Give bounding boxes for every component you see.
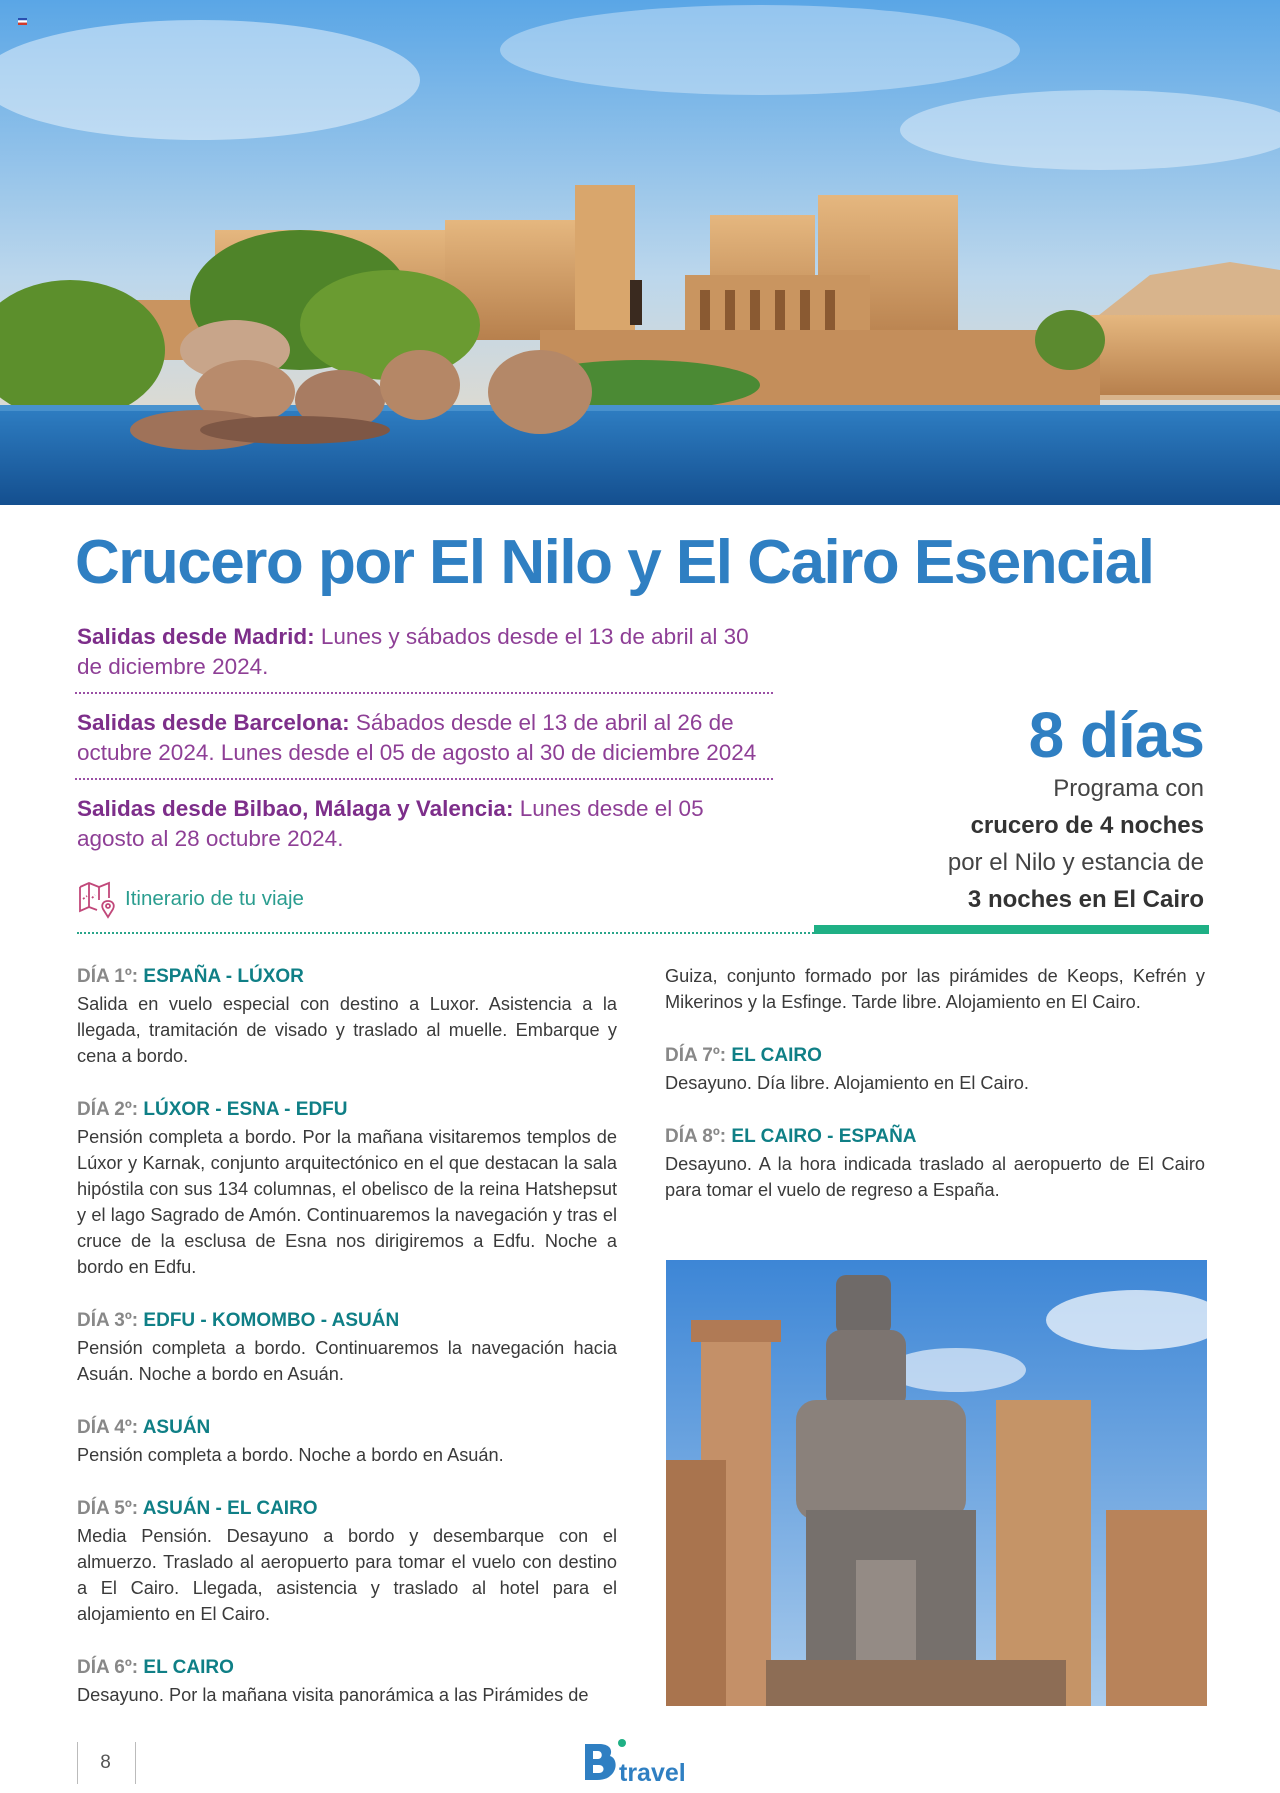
day-item [665, 1123, 1205, 1203]
day-number: DÍA 5º: [77, 1498, 143, 1519]
day-item [77, 1096, 617, 1280]
day-heading [77, 1495, 617, 1523]
departure-label: Salidas desde Bilbao, Málaga y Valencia: [77, 796, 514, 821]
departure-text: Sábados desde el 13 de abril al 26 de octubre 2024. Lunes desde el 05 de agosto al 30 de diciembre 2024 [77, 710, 757, 765]
day-heading [77, 1096, 617, 1124]
trip-summary [874, 700, 1204, 918]
statue-image [666, 1260, 1207, 1706]
day-heading [665, 1042, 1205, 1070]
day-number: DÍA 2º: [77, 1099, 144, 1120]
departure-others [77, 794, 777, 864]
day-heading [77, 963, 617, 991]
divider [77, 932, 814, 934]
divider [75, 778, 773, 780]
summary-line: Programa con [1053, 775, 1204, 802]
day-description: Pensión completa a bordo. Por la mañana visitaremos templos de Lúxor y Karnak, conjunto arquitectónico en el que destacan la sala hipóstila con sus 134 columnas, el obelisco de la reina Hatshepsut y el lago Sagrado de Amón. Continuaremos la navegación y tras el cruce de la esclusa de Esna nos dirigiremos a Edfu. Noche a bordo en Edfu. [77, 1127, 617, 1277]
map-pin-icon [77, 878, 119, 920]
day-description: Desayuno. A la hora indicada traslado al aeropuerto de El Cairo para tomar el vuelo de regreso a España. [665, 1154, 1205, 1200]
departure-label: Salidas desde Barcelona: [77, 710, 350, 735]
itinerary-column-right [665, 963, 1205, 1230]
page-number: 8 [100, 1752, 111, 1773]
day-description: Salida en vuelo especial con destino a Luxor. Asistencia a la llegada, tramitación de visado y traslado al muelle. Embarque y cena a bordo. [77, 994, 617, 1066]
day-description-continued: Guiza, conjunto formado por las pirámides de Keops, Kefrén y Mikerinos y la Esfinge. Tarde libre. Alojamiento en El Cairo. [665, 966, 1205, 1012]
departure-barcelona [77, 708, 777, 778]
departure-label: Salidas desde Madrid: [77, 624, 315, 649]
day-route: ASUÁN [142, 1417, 211, 1438]
day-description: Pensión completa a bordo. Continuaremos la navegación hacia Asuán. Noche a bordo en Asuán. [77, 1338, 617, 1384]
day-number: DÍA 8º: [665, 1126, 732, 1147]
day-description: Media Pensión. Desayuno a bordo y desembarque con el almuerzo. Traslado al aeropuerto para tomar el vuelo con destino a El Cairo. Llegada, asistencia y traslado al hotel para el alojamiento en El Cairo. [77, 1526, 617, 1624]
accent-bar [814, 925, 1209, 934]
day-item [77, 1414, 617, 1468]
day-route: EL CAIRO [731, 1045, 822, 1066]
departure-madrid [77, 622, 777, 692]
day-route: EL CAIRO [143, 1657, 234, 1678]
departure-text: Lunes y sábados desde el 13 de abril al 30 de diciembre 2024. [77, 624, 749, 679]
departure-text: Lunes desde el 05 agosto al 28 octubre 2024. [77, 796, 704, 851]
day-item [77, 1495, 617, 1627]
flag-icon [18, 18, 27, 25]
b-travel-logo [583, 1738, 693, 1788]
day-number: DÍA 7º: [665, 1045, 732, 1066]
hero-image [0, 0, 1280, 505]
day-description: Pensión completa a bordo. Noche a bordo en Asuán. [77, 1445, 504, 1465]
day-route: LÚXOR - ESNA - EDFU [143, 1099, 348, 1120]
day-heading [77, 1307, 617, 1335]
summary-line: 3 noches en El Cairo [967, 886, 1204, 913]
day-route: ESPAÑA - LÚXOR [143, 966, 304, 987]
day-heading [77, 1654, 617, 1682]
summary-line: por el Nilo y estancia de [947, 849, 1204, 876]
day-item [77, 963, 617, 1069]
day-item [665, 1042, 1205, 1096]
trip-duration: 8 días [1028, 699, 1204, 771]
day-number: DÍA 6º: [77, 1657, 144, 1678]
day-number: DÍA 4º: [77, 1417, 143, 1438]
day-heading [77, 1414, 617, 1442]
itinerary-header [77, 878, 304, 920]
itinerary-column-left [77, 963, 617, 1735]
day-route: EL CAIRO - ESPAÑA [731, 1126, 917, 1147]
day-route: EDFU - KOMOMBO - ASUÁN [143, 1310, 400, 1331]
day-item [77, 1654, 617, 1708]
summary-line: crucero de 4 noches [970, 812, 1204, 839]
day-number: DÍA 3º: [77, 1310, 144, 1331]
divider [75, 692, 773, 694]
page-title: Crucero por El Nilo y El Cairo Esencial [75, 528, 1154, 597]
logo-text: travel [619, 1759, 686, 1787]
departures-list [77, 622, 777, 864]
day-description: Desayuno. Por la mañana visita panorámica a las Pirámides de [77, 1685, 589, 1705]
day-route: ASUÁN - EL CAIRO [142, 1498, 318, 1519]
itinerary-label: Itinerario de tu viaje [125, 887, 304, 910]
day-item [77, 1307, 617, 1387]
day-heading [665, 1123, 1205, 1151]
day-description: Desayuno. Día libre. Alojamiento en El Cairo. [665, 1073, 1029, 1093]
day-number: DÍA 1º: [77, 966, 144, 987]
